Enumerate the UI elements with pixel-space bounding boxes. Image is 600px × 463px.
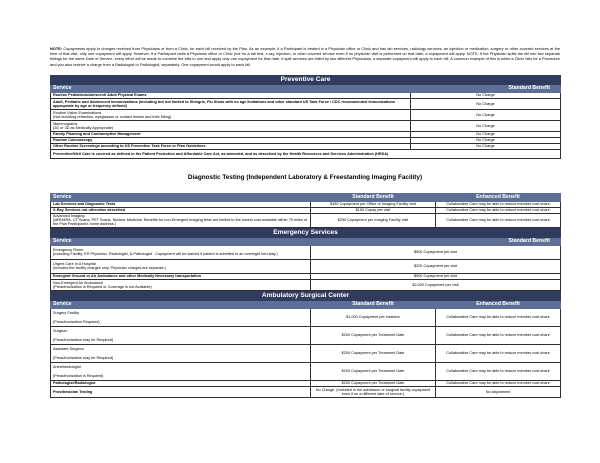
preventive-notice: Preventive/Well Care is covered as defined in the Patient Protection and Affordable Care Act, as amended, and as described by the Health Resources and Services Administration (HRSA) [51, 149, 561, 158]
emergency-services-table [50, 228, 561, 291]
enhanced-benefit-value: Collaborative Care may be able to reduce member cost share [436, 326, 561, 344]
service-name: Non-Emergent Air Ambulance [53, 280, 104, 285]
service-name: Pathologist/Radiologist [51, 380, 311, 386]
emergency-col-benefit: Standard Benefit [311, 237, 561, 245]
service-name: Emergency Room [53, 248, 84, 253]
diagnostic-col-standard: Standard Benefit [311, 193, 436, 201]
service-name: Urgent Care In A Hospital [53, 262, 96, 267]
standard-benefit-value: $150 Copay per visit [311, 207, 436, 213]
benefit-value: No Charge [411, 120, 561, 131]
preventive-col-benefit: Standard Benefit [411, 84, 561, 92]
service-detail: (Not including refraction, eyeglasses or contact lenses and their fitting) [53, 114, 172, 119]
service-name: Mammograms [53, 121, 78, 126]
ambulatory-col-service: Service [51, 300, 311, 308]
enhanced-benefit-value: Collaborative Care may be able to reduce member cost share [436, 362, 561, 380]
service-detail: (Preauthorization may be Required) [53, 337, 114, 342]
enhanced-benefit-value: Collaborative Care may be able to reduce member cost share [436, 380, 561, 386]
emergency-services-title: Emergency Services [51, 228, 561, 237]
standard-benefit-value: $200 Copayment per Treatment Date [311, 326, 436, 344]
benefit-value: No Charge [411, 137, 561, 143]
service-name: Surgery Facility [53, 310, 80, 315]
service-name: Advanced Imaging [53, 214, 85, 219]
table-row [51, 98, 561, 109]
benefit-value: No Charge [411, 98, 561, 109]
enhanced-benefit-value: No adjustment [436, 386, 561, 397]
benefit-value: $500 Copayment per visit [311, 273, 561, 279]
table-row [51, 344, 561, 362]
standard-benefit-value: $200 Copayment per Treatment Date [311, 344, 436, 362]
table-row [51, 259, 561, 273]
service-name: Assistant Surgeon [53, 346, 84, 351]
diagnostic-testing-title: Diagnostic Testing (Independent Laboratory & Freestanding Imaging Facility) [187, 173, 423, 181]
benefit-value: No Charge [411, 143, 561, 149]
note-label: NOTE: [50, 46, 63, 51]
service-name: Routine Pediatric/adolescent/ Adult Physical Exams [51, 92, 411, 98]
service-cell [51, 326, 311, 344]
standard-benefit-value: $150 Copayment per Office or Imaging Facility visit [311, 201, 436, 207]
service-detail: (Preauthorization is Required or Coverage is not Available) [53, 284, 152, 289]
standard-benefit-value: $200 Copayment per Treatment Date [311, 380, 436, 386]
service-cell [51, 213, 311, 227]
service-detail: (2D or 3D as Medically Appropriate) [53, 125, 114, 130]
table-row [51, 245, 561, 259]
benefit-value: $200 Copayment per visit [311, 259, 561, 273]
diagnostic-col-service: Service [51, 193, 311, 201]
benefit-value: No Charge [411, 92, 561, 98]
service-detail: (Including Facility, ER Physician, Radiologist, & Pathologist . Copayment will be waived if patient is admitted to an overnight bed stay.) [53, 252, 278, 257]
benefit-value: No Charge [411, 109, 561, 120]
service-name: Prosthesiolan Testing [51, 386, 311, 397]
service-cell [51, 279, 311, 290]
benefit-value: $500 Copayment per visit [311, 245, 561, 259]
service-detail: (Preauthorization is Required) [53, 373, 104, 378]
service-name: Lab Services and Diagnostic Tests [51, 201, 311, 207]
preventive-care-title: Preventive Care [51, 75, 561, 84]
table-row [51, 120, 561, 131]
service-cell [51, 362, 311, 380]
service-cell [51, 344, 311, 362]
preventive-care-table [50, 75, 561, 159]
benefit-value: $2,000 Copayment per visit [311, 279, 561, 290]
note-text: Copayments apply to charges received from Physicians or from a Clinic, for each bill received by the Plan. As an example, if a Participant is treated in a Physician office or Clinic and has lab services, radiology services, an injection or medication, surgery or other covered services at the time of that visit, only one copayment will apply. However, if a Participant visits a Physician office or Clinic (not for a lab test, x-ray, injection, or other covered service even if no physician visit is performed on that date, a copayment will apply. NOTE: If the Physician splits the bill into two separate billings for the same Date of Service, every effort will be made to combine the bills to one and apply only one copayment for that date. If split services are billed by two different Physicians, a separate copayment will apply to each bill. A common example of this is when a Clinic bills for a Procedure and you also receive a charge from a Radiologist or Pathologist, separately. One copayment would apply to each bill. [50, 46, 560, 67]
diagnostic-col-enhanced: Enhanced Benefit [436, 193, 561, 201]
service-name: Surgeon [53, 328, 68, 333]
table-row [51, 362, 561, 380]
benefit-value: No Charge [411, 131, 561, 137]
table-row [51, 326, 561, 344]
diagnostic-testing-table [50, 193, 561, 228]
service-detail: (includes the facility charges only. Physician charges are separate.) [53, 266, 167, 271]
service-name: Anesthesiologist [53, 364, 81, 369]
benefit-document [50, 46, 560, 398]
service-detail: (Preauthorization may be Required) [53, 355, 114, 360]
service-name: Other Routine Screenings according to US Preventive Task Force or Plan Guidelines [51, 143, 411, 149]
service-name: Routine Vision Examinations [53, 110, 102, 115]
service-name: Routine Colonoscopy [51, 137, 411, 143]
service-cell [51, 245, 311, 259]
ambulatory-surgical-table [50, 291, 561, 398]
ambulatory-surgical-title: Ambulatory Surgical Center [51, 291, 561, 300]
service-detail: (MRI/MRA, CT Scans, PET Scans, Nuclear Medicine. Benefits for non-Emergent imaging tests are limited to the lowest cost available within 75 miles of the Plan Participant's home address.) [53, 218, 307, 227]
table-row [51, 213, 561, 227]
service-cell [51, 308, 311, 326]
table-row [51, 279, 561, 290]
service-detail: (Preauthorization Required) [53, 319, 100, 324]
service-cell [51, 120, 411, 131]
ambulatory-col-enhanced: Enhanced Benefit [436, 300, 561, 308]
service-cell [51, 109, 411, 120]
enhanced-benefit-value: Collaborative Care may be able to reduce member cost share [436, 344, 561, 362]
service-name: Family Planning and Contraceptive Management [51, 131, 411, 137]
enhanced-benefit-value: Collaborative Care may be able to reduce member cost share [436, 213, 561, 227]
standard-benefit-value: No Charge. (Included in the admission or surgical facility copayment even if on a different date of service.) [311, 386, 436, 397]
table-row [51, 109, 561, 120]
service-name: Emergent Ground or Air Ambulance and other Medically Necessary transportation [51, 273, 311, 279]
service-cell [51, 259, 311, 273]
table-row [51, 386, 561, 397]
emergency-col-service: Service [51, 237, 311, 245]
preventive-col-service: Service [51, 84, 411, 92]
enhanced-benefit-value: Collaborative Care may be able to reduce member cost share [436, 201, 561, 207]
enhanced-benefit-value: Collaborative Care may be able to reduce member cost share [436, 308, 561, 326]
service-name: X-Ray Services not otherwise described [51, 207, 311, 213]
standard-benefit-value: $1,000 Copayment per instance [311, 308, 436, 326]
standard-benefit-value: $250 Copayment per Imaging Facility visit [311, 213, 436, 227]
standard-benefit-value: $200 Copayment per Treatment Date [311, 362, 436, 380]
table-row [51, 308, 561, 326]
ambulatory-col-standard: Standard Benefit [311, 300, 436, 308]
enhanced-benefit-value: Collaborative Care may be able to reduce member cost share [436, 207, 561, 213]
service-name: Adult, Pediatric and Adolescent Immunizations (including but not limited to Shingrix, Flu Shots with no age limitations and other standard US Task Force / CDC recommended immunizations appropriate by age or frequency defined) [51, 98, 411, 109]
copayment-note [50, 46, 560, 67]
